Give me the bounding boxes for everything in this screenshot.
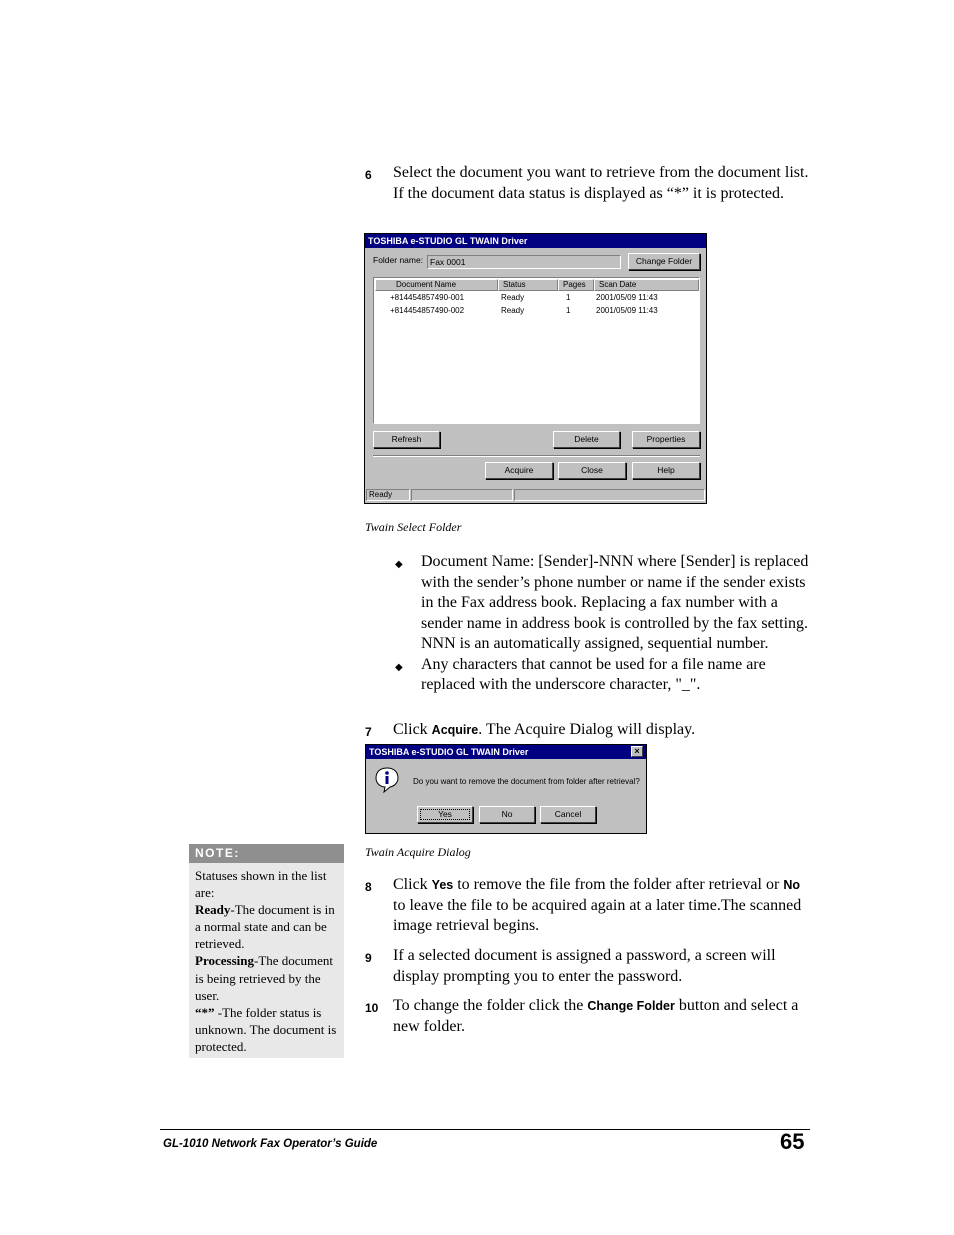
page-number: 65: [780, 1129, 805, 1154]
twain-acquire-dialog: [365, 744, 647, 834]
footer-rule: [160, 1129, 810, 1130]
cell-status: Ready: [501, 306, 525, 315]
step-text: Select the document you want to retrieve from the document list. If the document data status is displayed as “*” it is protected.: [393, 164, 809, 202]
properties-button[interactable]: Properties: [632, 431, 700, 448]
help-button[interactable]: Help: [632, 462, 700, 479]
no-button[interactable]: No: [479, 806, 535, 823]
status-bar-text: Ready: [366, 489, 410, 501]
delete-button[interactable]: Delete: [553, 431, 620, 448]
note-box: [189, 844, 344, 1058]
cell-status: Ready: [501, 293, 525, 302]
diamond-bullet-icon: ◆: [395, 559, 403, 570]
divider: [373, 455, 700, 457]
step-text: To change the folder click the Change Folder button and select a new folder.: [393, 997, 799, 1035]
list-item: ◆ Document Name: [Sender]-NNN where [Sender] is replaced with the sender’s phone number or name if the sender exists in the Fax address book. Replacing a fax number with a sender name in address book is controlled by the fax setting. NNN is an automatically assigned, sequential number.: [395, 553, 809, 652]
dialog-title-bar: TOSHIBA e-STUDIO GL TWAIN Driver ×: [366, 745, 646, 759]
diamond-bullet-icon: ◆: [395, 661, 403, 673]
step-9: [365, 946, 815, 987]
caption-twain-acquire-dialog: Twain Acquire Dialog: [365, 845, 471, 859]
step-text: Click Yes to remove the file from the folder after retrieval or No to leave the file to be acquired again at a later time.The scanned image retrieval begins.: [393, 876, 802, 934]
step-number: 10: [365, 1001, 379, 1015]
acquire-button[interactable]: Acquire: [485, 462, 553, 479]
step-number: 9: [365, 951, 372, 965]
step-number: 7: [365, 725, 372, 739]
step-text: If a selected document is assigned a password, a screen will display prompting you to enter the password.: [393, 947, 776, 985]
twain-select-folder-dialog: [364, 233, 707, 504]
yes-button[interactable]: Yes: [417, 806, 473, 823]
column-header-scan-date[interactable]: Scan Date: [594, 279, 699, 291]
note-body: Statuses shown in the list are: Ready-The document is in a normal state and can be retrieved. Processing-The document is being retrieved by the user. “*” -The folder status is unknown. The document is protected.: [195, 868, 337, 1054]
list-item: ◆ Any characters that cannot be used for a file name are replaced with the underscore character, "_".: [395, 655, 766, 693]
footer-title: GL-1010 Network Fax Operator’s Guide: [163, 1138, 378, 1150]
cell-scan-date: 2001/05/09 11:43: [596, 293, 658, 302]
change-folder-button[interactable]: Change Folder: [628, 253, 700, 270]
document-list[interactable]: [373, 277, 700, 424]
step-7: [365, 720, 815, 741]
column-header-pages[interactable]: Pages: [558, 279, 594, 291]
refresh-button[interactable]: Refresh: [373, 431, 440, 448]
info-icon: [375, 767, 399, 791]
step-6: [365, 163, 815, 204]
folder-name-field[interactable]: Fax 0001: [427, 255, 621, 269]
note-header: NOTE:: [189, 844, 344, 863]
dialog-title-bar: TOSHIBA e-STUDIO GL TWAIN Driver: [365, 234, 706, 248]
cell-pages: 1: [566, 293, 571, 302]
cell-document-name: +814454857490-001: [390, 293, 465, 302]
cell-scan-date: 2001/05/09 11:43: [596, 306, 658, 315]
cancel-button[interactable]: Cancel: [540, 806, 596, 823]
step-text: Click Acquire. The Acquire Dialog will display.: [393, 721, 696, 738]
column-header-status[interactable]: Status: [498, 279, 558, 291]
close-button[interactable]: Close: [558, 462, 626, 479]
dialog-message: Do you want to remove the document from folder after retrieval?: [413, 777, 640, 786]
bullet-list: [393, 552, 818, 696]
step-8: [365, 875, 815, 937]
step-10: [365, 996, 815, 1037]
status-bar-segment: [411, 489, 513, 501]
close-icon[interactable]: ×: [631, 746, 643, 757]
cell-pages: 1: [566, 306, 571, 315]
caption-twain-select-folder: Twain Select Folder: [365, 520, 462, 534]
step-number: 8: [365, 880, 372, 894]
column-header-document-name[interactable]: Document Name: [375, 279, 498, 291]
folder-name-label: Folder name:: [373, 255, 424, 265]
cell-document-name: +814454857490-002: [390, 306, 465, 315]
status-bar-segment: [514, 489, 705, 501]
step-number: 6: [365, 168, 372, 182]
